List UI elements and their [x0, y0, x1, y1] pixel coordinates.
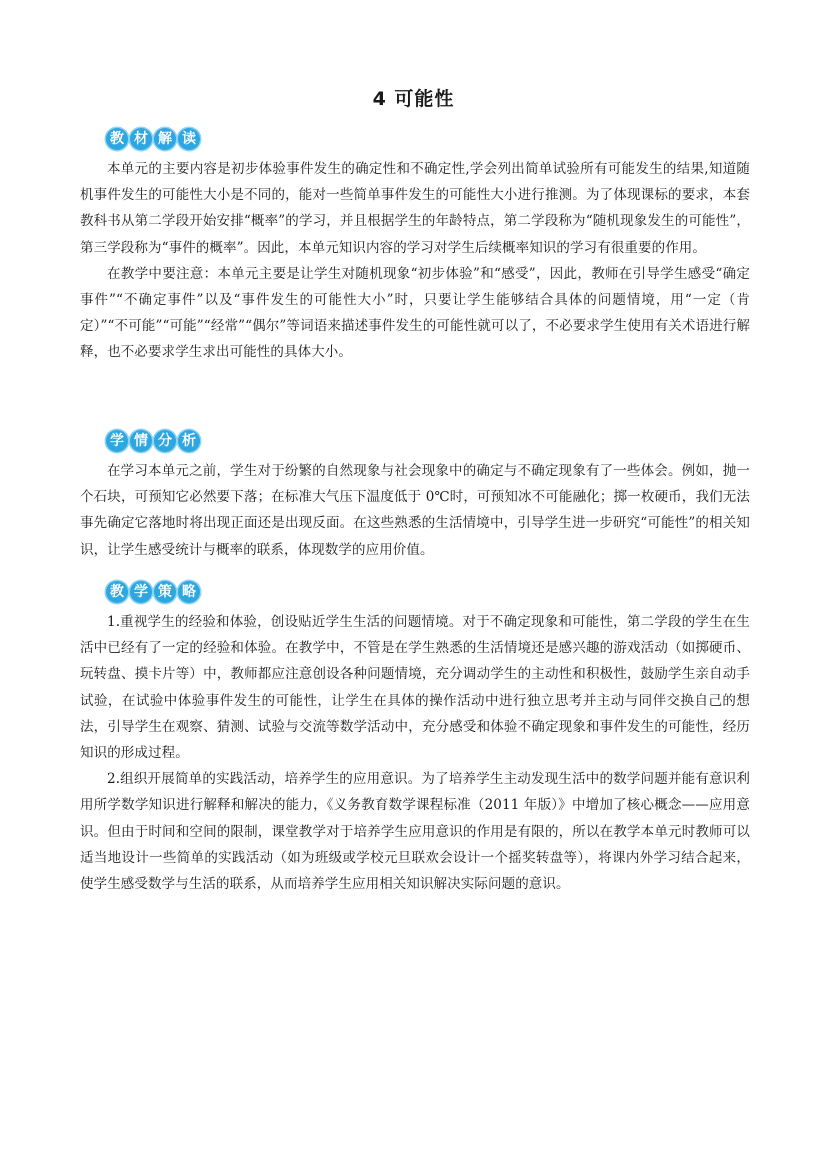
paragraph: 在学习本单元之前，学生对于纷繁的自然现象与社会现象中的确定与不确定现象有了一些体会。例如，抛一个石块，可预知它必然要下落；在标准大气压下温度低于 0℃时，可预知冰不可能融化；掷一枚硬币，我们无法事先确定它落地时将出现正面还是出现反面。在这些熟悉的生活情境中，引导学生进一步研究“可能性”的相关知识，让学生感受统计与概率的联系，体现数学的应用价值。 — [80, 463, 750, 558]
section-heading-char: 读 — [178, 128, 200, 150]
section-teaching-strategy — [80, 581, 750, 897]
page-title: 4 可能性 — [372, 88, 455, 110]
section-student-analysis — [80, 430, 750, 563]
paragraph: 1.重视学生的经验和体验，创设贴近学生生活的问题情境。对于不确定现象和可能性，第二学段的学生在生活中已经有了一定的经验和体验。在教学中，不管是在学生熟悉的生活情境还是感兴趣的游戏活动（如掷硬币、玩转盘、摸卡片等）中，教师都应注意创设各种问题情境，充分调动学生的主动性和积极性，鼓励学生亲自动手试验，在试验中体验事件发生的可能性，让学生在具体的操作活动中进行独立思考并主动与同伴交换自己的想法，引导学生在观察、猜测、试验与交流等数学活动中，充分感受和体验不确定现象和事件发生的可能性，经历知识的形成过程。 — [80, 614, 750, 762]
section-heading-char: 分 — [154, 430, 176, 452]
section-heading-char: 学 — [106, 430, 128, 452]
section-heading-char: 材 — [130, 128, 152, 150]
section-heading-badge — [106, 581, 200, 603]
section-heading-char: 教 — [106, 128, 128, 150]
section-heading-char: 析 — [178, 430, 200, 452]
section-heading-char: 策 — [154, 581, 176, 603]
paragraph: 在教学中要注意：本单元主要是让学生对随机现象“初步体验”和“感受”，因此，教师在引导学生感受“确定事件”“不确定事件”以及“事件发生的可能性大小”时，只要让学生能够结合具体的问题情境，用“一定（肯定）”“不可能”“可能”“经常”“偶尔”等词语来描述事件发生的可能性就可以了，不必要求学生使用有关术语进行解释，也不必要求学生求出可能性的具体大小。 — [80, 265, 750, 361]
paragraph: 本单元的主要内容是初步体验事件发生的确定性和不确定性,学会列出简单试验所有可能发生的结果,知道随机事件发生的可能性大小是不同的，能对一些简单事件发生的可能性大小进行推测。为了体现课标的要求，本套教科书从第二学段开始安排“概率”的学习，并且根据学生的年龄特点，第二学段称为“随机现象发生的可能性”，第三学段称为“事件的概率”。因此，本单元知识内容的学习对学生后续概率知识的学习有很重要的作用。 — [80, 161, 750, 256]
section-heading-badge — [106, 430, 200, 452]
section-heading-badge — [106, 128, 200, 150]
paragraph: 2.组织开展简单的实践活动，培养学生的应用意识。为了培养学生主动发现生活中的数学问题并能有意识利用所学数学知识进行解释和解决的能力，《义务教育数学课程标准（2011 年版）》中增加了核心概念——应用意识。但由于时间和空间的限制，课堂教学对于培养学生应用意识的作用是有限的，所以在教学本单元时教师可以适当地设计一些简单的实践活动（如为班级或学校元旦联欢会设计一个摇奖转盘等），将课内外学习结合起来，使学生感受数学与生活的联系，从而培养学生应用相关知识解决实际问题的意识。 — [80, 771, 750, 893]
section-heading-char: 略 — [178, 581, 200, 603]
section-heading-char: 情 — [130, 430, 152, 452]
section-heading-char: 教 — [106, 581, 128, 603]
section-heading-char: 学 — [130, 581, 152, 603]
section-textbook-analysis — [80, 128, 750, 366]
section-heading-char: 解 — [154, 128, 176, 150]
